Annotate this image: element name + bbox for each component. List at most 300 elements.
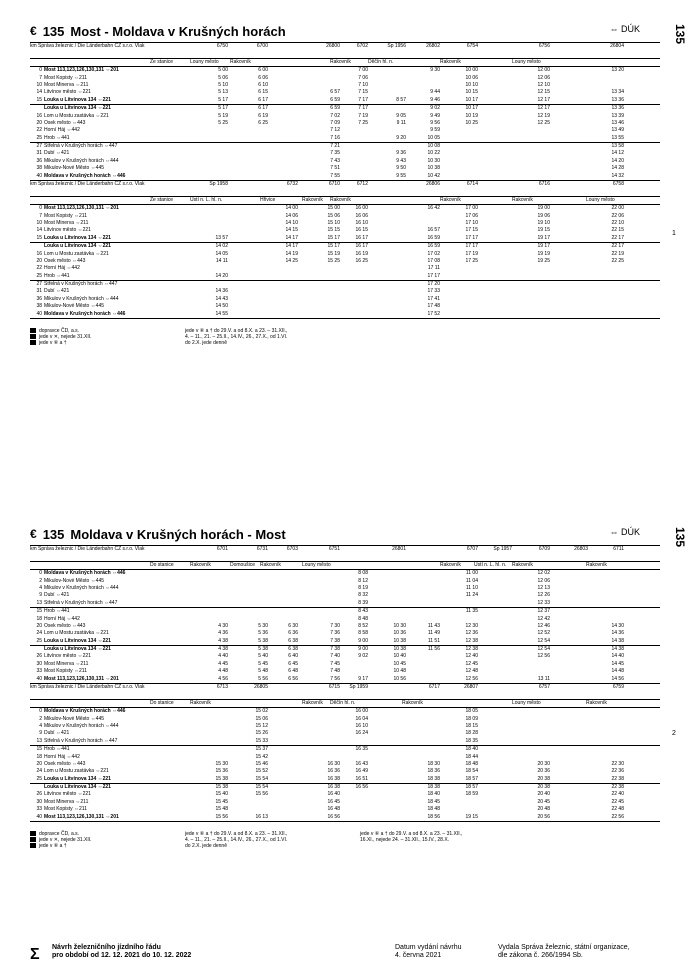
train-number: 6703 xyxy=(286,546,298,552)
km-value: 24 xyxy=(36,768,42,775)
train-number-row xyxy=(30,42,660,50)
origin-row xyxy=(30,699,660,708)
station-name: Moldava v Krušných horách ⇔446 xyxy=(44,708,126,715)
departure-time: 22 10 xyxy=(611,219,624,226)
departure-time: 14 45 xyxy=(611,660,624,667)
km-value: 15 xyxy=(36,746,42,753)
departure-time: 22 06 xyxy=(611,212,624,219)
departure-time: 11 43 xyxy=(427,622,440,629)
station-name: Mikulov-Nové Město ⇔445 xyxy=(44,303,105,310)
departure-time: 18 38 xyxy=(427,775,440,782)
departure-time: 6 30 xyxy=(288,622,298,629)
train-notes-row xyxy=(30,50,660,57)
station-name: Lom u Mostu zastávka ⇔221 xyxy=(44,768,109,775)
station-row xyxy=(30,142,660,150)
origin-station: Rakovník xyxy=(230,58,251,65)
train-number: 26804 xyxy=(610,43,624,49)
origin-station: Louny město xyxy=(302,561,331,568)
station-name: Střelná v Krušných horách ⇔447 xyxy=(44,737,118,744)
vertical-line-number: 135 xyxy=(673,24,687,45)
station-row xyxy=(30,288,660,295)
km-value: 26 xyxy=(36,791,42,798)
departure-time: 22 40 xyxy=(611,791,624,798)
departure-time: 6 59 xyxy=(330,105,340,112)
departure-time: 9 44 xyxy=(430,89,440,96)
departure-time: 10 40 xyxy=(393,653,406,660)
footer-title: Návrh železničního jízdního řádu pro období od 12. 12. 2021 do 10. 12. 2022 xyxy=(52,944,192,959)
departure-time: 9 43 xyxy=(396,157,406,164)
departure-time: 10 17 xyxy=(465,105,478,112)
departure-time: 17 19 xyxy=(465,250,478,257)
departure-time: 8 32 xyxy=(358,592,368,599)
station-name: Louka u Litvínova 134 ⇔221 xyxy=(44,96,111,103)
km-value: 16 xyxy=(36,250,42,257)
station-name: Horní Háj ⇔442 xyxy=(44,265,80,272)
station-name: Osek město ⇔443 xyxy=(44,257,86,264)
departure-time: 17 33 xyxy=(427,288,440,295)
station-row xyxy=(30,242,660,250)
station-row xyxy=(30,585,660,592)
departure-time: 14 17 xyxy=(285,243,298,250)
departure-time: 19 17 xyxy=(537,243,550,250)
station-row xyxy=(30,82,660,89)
station-name: Litvínov město ⇔221 xyxy=(44,227,91,234)
legend-note: do 2.X. jede denně xyxy=(185,340,227,346)
departure-time: 12 46 xyxy=(537,622,550,629)
departure-time: 7 06 xyxy=(358,74,368,81)
station-name: Most Kopisty ⇔211 xyxy=(44,74,87,81)
departure-time: 12 56 xyxy=(465,675,478,682)
departure-time: 20 40 xyxy=(537,791,550,798)
departure-time: 4 36 xyxy=(218,630,228,637)
origin-station: Rakovník xyxy=(512,561,533,568)
departure-time: 16 42 xyxy=(427,205,440,212)
departure-time: 18 59 xyxy=(465,791,478,798)
station-row xyxy=(30,258,660,265)
departure-time: 4 45 xyxy=(218,660,228,667)
legend-note: 4. – 11., 21. – 25.II., 14.IV., 26., 27.X., od 1.VI. xyxy=(185,837,288,843)
departure-time: 13 20 xyxy=(611,67,624,74)
vertical-line-number: 135 xyxy=(673,527,687,548)
departure-time: 7 09 xyxy=(330,119,340,126)
departure-time: 22 45 xyxy=(611,798,624,805)
departure-time: 17 06 xyxy=(465,212,478,219)
km-value: 31 xyxy=(36,150,42,157)
station-row xyxy=(30,158,660,165)
departure-time: 12 19 xyxy=(537,112,550,119)
station-name: Most Minerva ⇔211 xyxy=(44,660,89,667)
section-title xyxy=(30,523,640,545)
departure-time: 15 48 xyxy=(215,806,228,813)
train-number: 6712 xyxy=(356,181,368,187)
departure-time: 5 17 xyxy=(218,105,228,112)
station-row xyxy=(30,570,660,577)
legend-item: jede v ⑥ a † xyxy=(30,340,92,346)
departure-time: 16 10 xyxy=(355,722,368,729)
train-number: 6754 xyxy=(466,43,478,49)
station-name: Horní Háj ⇔442 xyxy=(44,615,80,622)
train-number: 26807 xyxy=(464,684,478,690)
station-row xyxy=(30,213,660,220)
departure-time: 11 49 xyxy=(427,630,440,637)
departure-time: 16 15 xyxy=(355,227,368,234)
train-number: 26802 xyxy=(426,43,440,49)
departure-time: 14 20 xyxy=(215,272,228,279)
departure-time: 12 15 xyxy=(537,89,550,96)
origin-station: Rakovník xyxy=(402,699,423,706)
train-number: 6700 xyxy=(256,43,268,49)
legend-notes-2 xyxy=(360,831,462,843)
departure-time: 15 38 xyxy=(215,775,228,782)
station-row xyxy=(30,97,660,104)
station-name: Dubí ⇔421 xyxy=(44,288,70,295)
km-value: 25 xyxy=(36,637,42,644)
departure-time: 11 51 xyxy=(427,637,440,644)
departure-time: 8 39 xyxy=(358,599,368,606)
departure-time: 9 59 xyxy=(430,127,440,134)
departure-time: 16 57 xyxy=(427,227,440,234)
station-name: Osek město ⇔443 xyxy=(44,119,86,126)
train-number: 6711 xyxy=(613,546,624,552)
departure-time: 16 48 xyxy=(327,806,340,813)
station-row xyxy=(30,607,660,615)
station-row xyxy=(30,227,660,234)
departure-time: 6 06 xyxy=(258,74,268,81)
departure-time: 10 48 xyxy=(393,668,406,675)
station-name: Mikulov v Krušných horách ⇔444 xyxy=(44,157,119,164)
departure-time: 12 00 xyxy=(537,67,550,74)
km-value: 36 xyxy=(36,295,42,302)
station-row xyxy=(30,623,660,630)
train-number: 26800 xyxy=(326,43,340,49)
departure-time: 22 17 xyxy=(611,234,624,241)
train-number: 6759 xyxy=(612,684,624,690)
legend-item: jede v ✕, nejede 31.XII. xyxy=(30,334,92,340)
departure-time: 17 11 xyxy=(427,265,440,272)
origin-label: Do stanice xyxy=(150,699,174,706)
station-name: Hrob ⇔441 xyxy=(44,746,70,753)
departure-time: 10 08 xyxy=(427,143,440,150)
train-number: 6713 xyxy=(216,684,228,690)
departure-time: 13 55 xyxy=(611,134,624,141)
timetable-block xyxy=(30,683,660,822)
departure-time: 5 25 xyxy=(218,119,228,126)
departure-time: 10 25 xyxy=(465,119,478,126)
departure-time: 10 36 xyxy=(393,630,406,637)
departure-time: 14 15 xyxy=(285,227,298,234)
km-value: 15 xyxy=(36,96,42,103)
departure-time: 14 36 xyxy=(611,630,624,637)
departure-time: 16 59 xyxy=(427,234,440,241)
origin-station: Děčín hl. n. xyxy=(330,699,356,706)
station-row xyxy=(30,251,660,258)
legend-item: jede v ✕, nejede 31.XII. xyxy=(30,837,92,843)
departure-time: 13 34 xyxy=(611,89,624,96)
legend-item: jede v ⑥ a † xyxy=(30,843,92,849)
departure-time: 7 43 xyxy=(330,157,340,164)
departure-time: 12 17 xyxy=(537,96,550,103)
departure-time: 22 19 xyxy=(611,250,624,257)
station-name: Most Minerva ⇔211 xyxy=(44,798,89,805)
departure-time: 14 10 xyxy=(285,219,298,226)
departure-time: 15 42 xyxy=(255,753,268,760)
departure-time: 19 25 xyxy=(537,257,550,264)
departure-time: 14 12 xyxy=(611,150,624,157)
departure-time: 5 13 xyxy=(218,89,228,96)
departure-time: 16 17 xyxy=(355,243,368,250)
departure-time: 9 02 xyxy=(358,653,368,660)
timetable-block xyxy=(30,42,660,181)
legend-badge-icon xyxy=(30,843,36,848)
km-value: 40 xyxy=(36,172,42,179)
departure-time: 6 45 xyxy=(288,660,298,667)
departure-time: 15 40 xyxy=(215,791,228,798)
departure-time: 7 56 xyxy=(330,675,340,682)
station-name: Moldava v Krušných horách ⇔446 xyxy=(44,172,126,179)
station-name: Lom u Mostu zastávka ⇔221 xyxy=(44,630,109,637)
station-row xyxy=(30,173,660,180)
timetable-block xyxy=(30,545,660,684)
origin-station: Rakovník xyxy=(260,561,281,568)
departure-time: 5 10 xyxy=(218,81,228,88)
station-name: Mikulov-Nové Město ⇔445 xyxy=(44,577,105,584)
train-number: 6714 xyxy=(466,181,478,187)
train-number: 6710 xyxy=(328,181,340,187)
station-row xyxy=(30,661,660,668)
train-number: Sp 1957 xyxy=(493,546,512,552)
origin-station: Rakovník xyxy=(440,561,461,568)
station-row xyxy=(30,799,660,806)
station-row xyxy=(30,150,660,157)
departure-time: 7 00 xyxy=(358,67,368,74)
station-name: Louka u Litvínova 134 ⇔221 xyxy=(44,234,111,241)
station-row xyxy=(30,67,660,74)
departure-time: 6 56 xyxy=(288,675,298,682)
departure-time: 16 43 xyxy=(355,760,368,767)
departure-time: 15 56 xyxy=(255,791,268,798)
departure-time: 18 40 xyxy=(465,746,478,753)
station-name: Louka u Litvínova 134 ⇔221 xyxy=(44,775,111,782)
departure-time: 12 17 xyxy=(537,105,550,112)
origin-label: Ze stanice xyxy=(150,196,174,203)
departure-time: 6 10 xyxy=(258,81,268,88)
station-row xyxy=(30,296,660,303)
station-name: Dubí ⇔421 xyxy=(44,150,70,157)
departure-time: 14 50 xyxy=(215,303,228,310)
legend-item: dopravce ČD, a.s. xyxy=(30,328,92,334)
km-value: 16 xyxy=(36,112,42,119)
station-row xyxy=(30,723,660,730)
departure-time: 7 55 xyxy=(330,172,340,179)
departure-time: 5 48 xyxy=(258,668,268,675)
departure-time: 13 36 xyxy=(611,96,624,103)
train-icon: € xyxy=(30,24,37,38)
legend-badge-icon xyxy=(30,837,36,842)
departure-time: 18 48 xyxy=(427,806,440,813)
departure-time: 17 20 xyxy=(427,281,440,288)
km-value: 15 xyxy=(36,608,42,615)
departure-time: 14 32 xyxy=(611,172,624,179)
station-name: Most Minerva ⇔211 xyxy=(44,219,89,226)
departure-time: 22 36 xyxy=(611,768,624,775)
station-name: Litvínov město ⇔221 xyxy=(44,89,91,96)
departure-time: 7 40 xyxy=(330,653,340,660)
km-value: 20 xyxy=(36,257,42,264)
station-row xyxy=(30,783,660,791)
departure-time: 6 48 xyxy=(288,668,298,675)
km-value: 2 xyxy=(39,577,42,584)
departure-time: 6 17 xyxy=(258,105,268,112)
km-value: 27 xyxy=(36,281,42,288)
origin-station: Domoušice xyxy=(230,561,256,568)
departure-time: 10 05 xyxy=(427,134,440,141)
origin-station: Rakovník xyxy=(302,196,323,203)
station-name: Horní Háj ⇔442 xyxy=(44,127,80,134)
station-row xyxy=(30,768,660,775)
km-value: 0 xyxy=(39,708,42,715)
footer-date: Datum vydání návrhu 4. června 2021 xyxy=(395,944,462,959)
station-row xyxy=(30,113,660,120)
departure-time: 16 04 xyxy=(355,715,368,722)
origin-station: Hřivice xyxy=(260,196,276,203)
departure-time: 14 06 xyxy=(285,212,298,219)
departure-time: 16 40 xyxy=(327,791,340,798)
departure-time: 16 25 xyxy=(355,257,368,264)
km-value: 38 xyxy=(36,165,42,172)
departure-time: 9 05 xyxy=(396,112,406,119)
departure-time: 4 38 xyxy=(218,637,228,644)
station-name: Most 113,123,126,130,131 ⇔201 xyxy=(44,67,119,74)
line-title: Most - Moldava v Krušných horách xyxy=(70,23,286,39)
station-name: Hrob ⇔441 xyxy=(44,134,70,141)
departure-time: 15 25 xyxy=(327,257,340,264)
train-notes-row xyxy=(30,553,660,560)
departure-time: 14 48 xyxy=(611,668,624,675)
train-number: 6731 xyxy=(256,546,268,552)
departure-time: 18 30 xyxy=(427,760,440,767)
departure-time: 7 15 xyxy=(358,89,368,96)
train-number: 6756 xyxy=(538,43,550,49)
departure-time: 13 58 xyxy=(611,143,624,150)
origin-station: Rakovník xyxy=(330,196,351,203)
train-number: 26805 xyxy=(254,684,268,690)
departure-time: 6 17 xyxy=(258,96,268,103)
departure-time: 9 55 xyxy=(396,172,406,179)
departure-time: 22 25 xyxy=(611,257,624,264)
station-row xyxy=(30,127,660,134)
origin-station: Rakovník xyxy=(512,196,533,203)
train-number: 6716 xyxy=(538,181,550,187)
departure-time: 9 50 xyxy=(396,165,406,172)
station-row xyxy=(30,592,660,599)
departure-time: 6 38 xyxy=(288,637,298,644)
departure-time: 9 17 xyxy=(358,675,368,682)
departure-time: 13 36 xyxy=(611,105,624,112)
departure-time: 6 38 xyxy=(288,646,298,653)
station-row xyxy=(30,89,660,96)
departure-time: 7 17 xyxy=(358,105,368,112)
departure-time: 6 59 xyxy=(330,96,340,103)
departure-time: 18 15 xyxy=(465,722,478,729)
station-row xyxy=(30,104,660,112)
line-title: Moldava v Krušných horách - Most xyxy=(70,526,286,542)
train-number: 26806 xyxy=(426,181,440,187)
departure-time: 18 56 xyxy=(427,813,440,820)
km-value: 25 xyxy=(36,272,42,279)
departure-time: 11 56 xyxy=(427,646,440,653)
departure-time: 12 06 xyxy=(537,577,550,584)
station-row xyxy=(30,730,660,737)
departure-time: 4 30 xyxy=(218,622,228,629)
departure-time: 16 30 xyxy=(327,760,340,767)
departure-time: 10 38 xyxy=(427,165,440,172)
departure-time: 10 42 xyxy=(427,172,440,179)
departure-time: 7 35 xyxy=(330,150,340,157)
departure-time: 12 38 xyxy=(465,637,478,644)
departure-time: 14 43 xyxy=(215,295,228,302)
departure-time: 14 25 xyxy=(285,257,298,264)
departure-time: 13 11 xyxy=(537,675,550,682)
departure-time: 19 06 xyxy=(537,212,550,219)
departure-time: 4 48 xyxy=(218,668,228,675)
departure-time: 13 46 xyxy=(611,119,624,126)
station-name: Lom u Mostu zastávka ⇔221 xyxy=(44,250,109,257)
departure-time: 17 17 xyxy=(465,243,478,250)
departure-time: 15 38 xyxy=(215,784,228,791)
departure-time: 16 38 xyxy=(327,784,340,791)
legend xyxy=(30,831,92,849)
side-page-number: 2 xyxy=(672,730,676,737)
departure-time: 15 54 xyxy=(255,775,268,782)
train-number-row xyxy=(30,683,660,691)
departure-time: 16 00 xyxy=(355,205,368,212)
origin-station: Louny město xyxy=(190,58,219,65)
km-value: 14 xyxy=(36,227,42,234)
departure-time: 20 45 xyxy=(537,798,550,805)
departure-time: 7 19 xyxy=(358,112,368,119)
departure-time: 17 25 xyxy=(465,257,478,264)
station-row xyxy=(30,814,660,821)
train-number: 26801 xyxy=(392,546,406,552)
station-row xyxy=(30,75,660,82)
departure-time: 16 00 xyxy=(355,708,368,715)
timetable-block xyxy=(30,180,660,319)
departure-time: 10 30 xyxy=(427,157,440,164)
station-row xyxy=(30,273,660,280)
departure-time: 10 22 xyxy=(427,150,440,157)
departure-time: 6 19 xyxy=(258,112,268,119)
departure-time: 4 38 xyxy=(218,646,228,653)
departure-time: 15 33 xyxy=(255,737,268,744)
departure-time: 16 35 xyxy=(355,746,368,753)
departure-time: 12 13 xyxy=(537,584,550,591)
station-name: Lom u Mostu zastávka ⇔221 xyxy=(44,112,109,119)
station-name: Litvínov město ⇔221 xyxy=(44,653,91,660)
departure-time: 16 51 xyxy=(355,775,368,782)
departure-time: 7 30 xyxy=(330,622,340,629)
departure-time: 9 00 xyxy=(358,646,368,653)
departure-time: 16 49 xyxy=(355,768,368,775)
departure-time: 15 26 xyxy=(255,730,268,737)
departure-time: 12 42 xyxy=(537,615,550,622)
departure-time: 16 38 xyxy=(327,775,340,782)
departure-time: 14 55 xyxy=(215,310,228,317)
km-value: 22 xyxy=(36,265,42,272)
km-value: 9 xyxy=(39,592,42,599)
km-value: 7 xyxy=(39,74,42,81)
departure-time: 18 36 xyxy=(427,768,440,775)
departure-time: 7 38 xyxy=(330,637,340,644)
